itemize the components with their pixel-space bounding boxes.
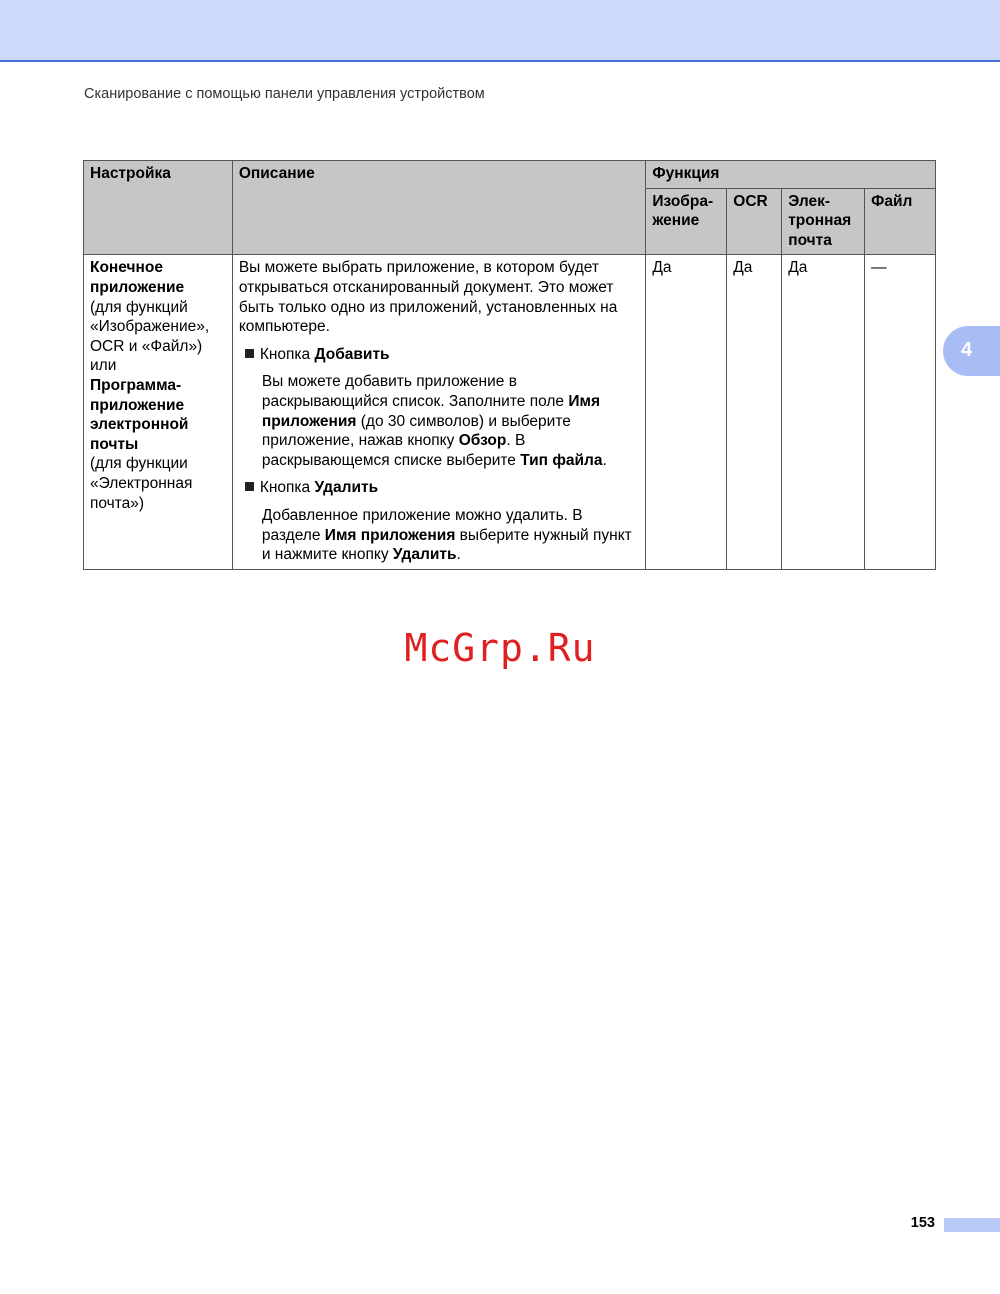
cell-ocr: Да bbox=[727, 255, 782, 569]
bullet-delete bbox=[245, 478, 640, 498]
bullet-add bbox=[245, 345, 640, 365]
header-band bbox=[0, 0, 1000, 62]
table-header-row bbox=[84, 161, 936, 189]
delete-button-ref: Удалить bbox=[392, 546, 457, 564]
setting-name-target-app: Конечное приложение bbox=[90, 259, 185, 296]
setting-or: или bbox=[90, 357, 117, 375]
setting-name-email-app: Программа-приложение электронной почты bbox=[90, 376, 189, 453]
add-button-label: Добавить bbox=[314, 345, 390, 363]
cell-image: Да bbox=[646, 255, 727, 569]
add-text-4: . bbox=[602, 451, 607, 469]
add-text-3: . В раскрывающемся списке выберите bbox=[261, 432, 526, 469]
add-text-1: Вы можете добавить приложение в раскрывающийся список. Заполните поле bbox=[261, 373, 565, 410]
header-image: Изобра-жение bbox=[646, 188, 727, 255]
add-text-2: (до 30 символов) и выберите приложение, нажав кнопку bbox=[261, 412, 571, 450]
add-description bbox=[262, 372, 640, 470]
delete-text-3: . bbox=[456, 546, 461, 564]
setting-cell bbox=[84, 255, 233, 569]
square-bullet-icon bbox=[245, 482, 254, 491]
add-browse-label: Обзор bbox=[458, 432, 507, 450]
header-email: Элек-тронная почта bbox=[782, 188, 865, 255]
settings-table bbox=[83, 160, 936, 570]
description-intro: Вы можете выбрать приложение, в котором будет открываться отсканированный документ. Это может быть только одно из приложений, установленных на компьютере. bbox=[238, 259, 618, 336]
header-file: Файл bbox=[865, 188, 936, 255]
delete-field-app-name: Имя приложения bbox=[324, 526, 456, 544]
footer-band bbox=[944, 1218, 1000, 1232]
add-prefix: Кнопка bbox=[259, 345, 311, 363]
header-description: Описание bbox=[232, 161, 646, 255]
delete-text-1: Добавленное приложение можно удалить. В разделе bbox=[261, 506, 583, 544]
cell-email: Да bbox=[782, 255, 865, 569]
chapter-tab bbox=[943, 326, 1000, 376]
delete-prefix: Кнопка bbox=[259, 479, 311, 497]
header-setting: Настройка bbox=[84, 161, 233, 255]
add-field-file-type: Тип файла bbox=[520, 451, 603, 469]
delete-text-2: выберите нужный пункт и нажмите кнопку bbox=[261, 526, 632, 564]
setting-note-target-app: (для функций «Изображение», OCR и «Файл») bbox=[90, 298, 210, 355]
cell-file: — bbox=[865, 255, 936, 569]
chapter-number: 4 bbox=[961, 339, 973, 361]
header-function: Функция bbox=[646, 161, 936, 189]
table-row bbox=[84, 255, 936, 569]
delete-button-label: Удалить bbox=[314, 479, 379, 497]
watermark: McGrp.Ru bbox=[404, 626, 596, 670]
delete-description bbox=[262, 506, 640, 565]
setting-note-email-app: (для функции «Электронная почта») bbox=[90, 455, 193, 512]
header-ocr: OCR bbox=[727, 188, 782, 255]
add-field-app-name: Имя приложения bbox=[261, 392, 601, 430]
page-number: 153 bbox=[910, 1215, 935, 1231]
description-cell bbox=[232, 255, 646, 569]
running-header: Сканирование с помощью панели управления устройством bbox=[84, 86, 485, 102]
square-bullet-icon bbox=[245, 349, 254, 358]
